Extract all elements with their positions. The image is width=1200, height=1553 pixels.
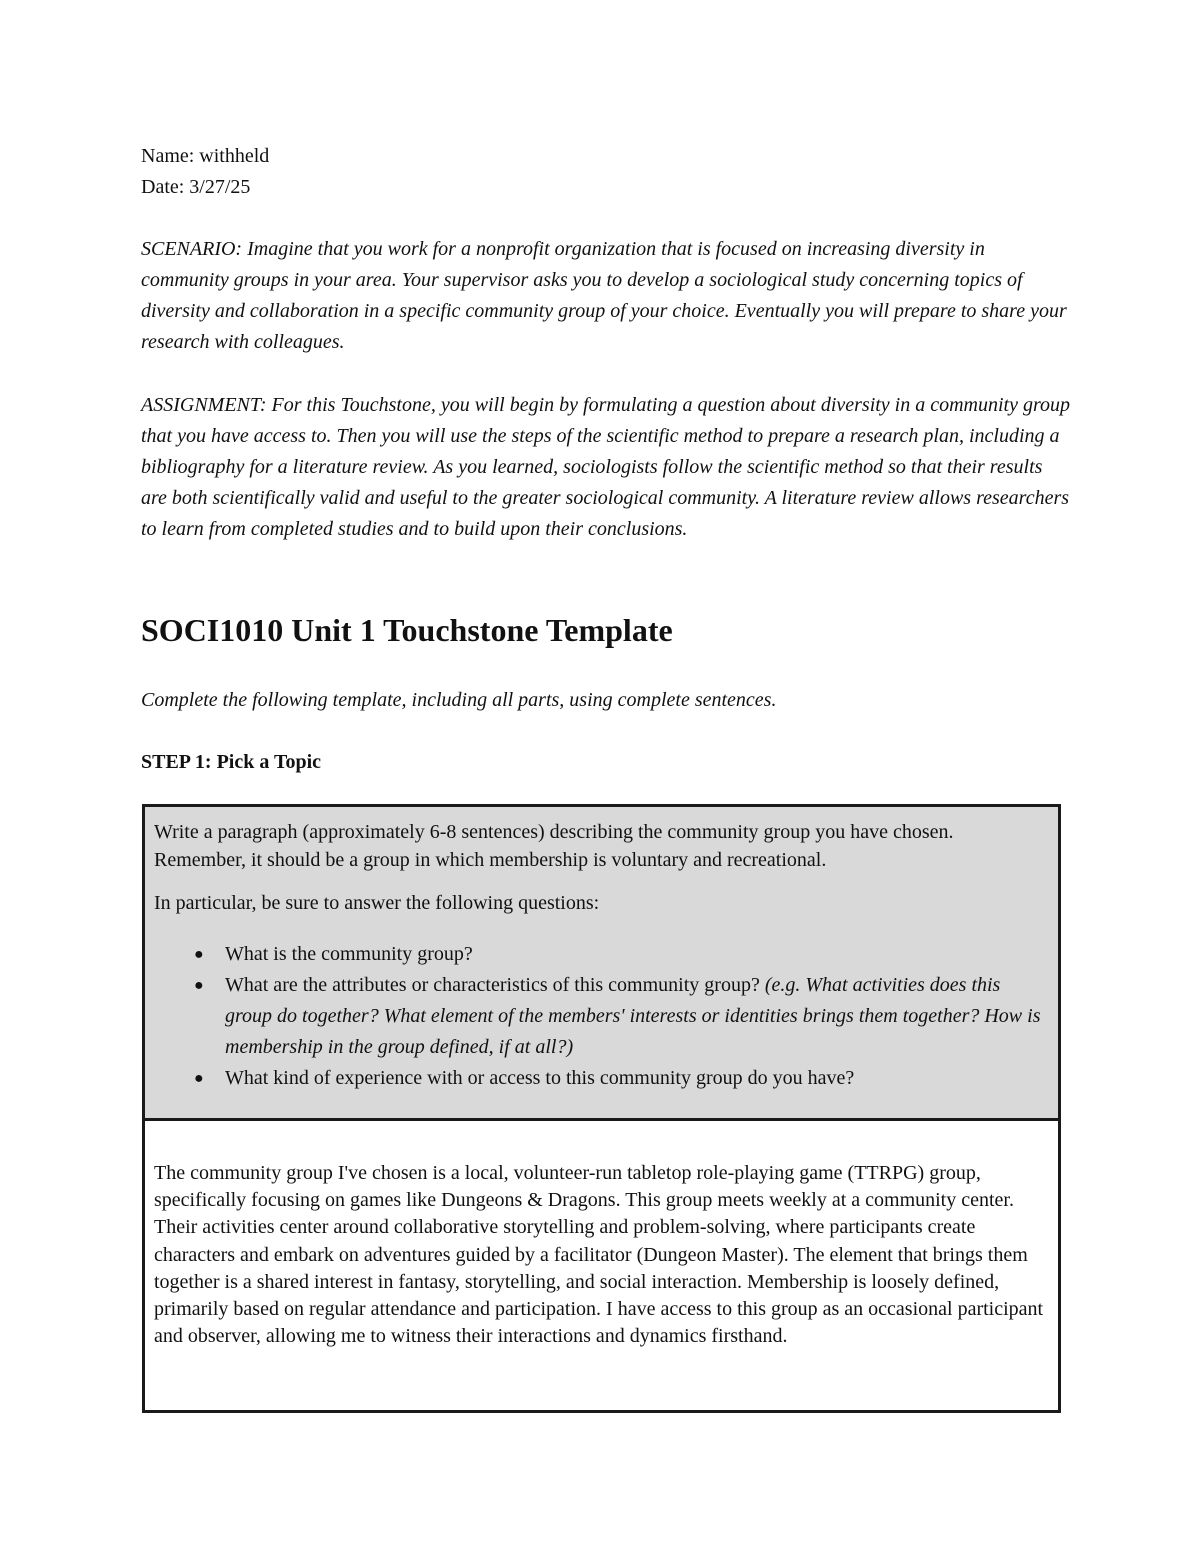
step1-prompt-content	[154, 818, 1044, 1094]
step1-answer-box[interactable]	[142, 1118, 1061, 1413]
list-item	[154, 1063, 1044, 1094]
assignment-text: ASSIGNMENT: For this Touchstone, you will begin by formulating a question about diversity in a community group that you have access to. Then you will use the steps of the scientific method to prepare a research plan, including a bibliography for a literature review. As you learned, sociologists follow the scientific method so that their results are both scientifically valid and useful to the greater sociological community. A literature review allows researchers to learn from completed studies and to build upon their conclusions.	[141, 394, 1071, 540]
page-title: SOCI1010 Unit 1 Touchstone Template	[141, 612, 673, 648]
question-text: What kind of experience with or access to this community group do you have?	[225, 1067, 855, 1089]
prompt-lead: In particular, be sure to answer the following questions:	[154, 892, 600, 914]
step1-heading: STEP 1: Pick a Topic	[141, 751, 322, 773]
question-list	[154, 939, 1044, 1094]
bullet-icon: ●	[194, 1070, 204, 1087]
list-item	[154, 939, 1044, 970]
name-line: Name: withheld	[141, 145, 270, 167]
list-item	[154, 970, 1044, 1063]
assignment-section	[141, 390, 1071, 545]
bullet-icon: ●	[194, 977, 204, 994]
step1-answer-text: The community group I've chosen is a local, volunteer-run tabletop role-playing game (TTRPG) group, specifically focusing on games like Dungeons & Dragons. This group meets weekly at a community center. Their activities center around collaborative storytelling and problem-solving, where participants create characters and embark on adventures guided by a facilitator (Dungeon Master). The element that brings them together is a shared interest in fantasy, storytelling, and social interaction. Membership is loosely defined, primarily based on regular attendance and participation. I have access to this group as an occasional participant and observer, allowing me to witness their interactions and dynamics firsthand.	[154, 1162, 1044, 1348]
question-text: What are the attributes or characteristics of this community group?	[225, 974, 765, 996]
step1-prompt-box	[142, 804, 1061, 1121]
date-line: Date: 3/27/25	[141, 176, 251, 198]
prompt-paragraph: Write a paragraph (approximately 6-8 sentences) describing the community group you have chosen. Remember, it should be a group in which membership is voluntary and recreational.	[154, 821, 954, 871]
bullet-icon: ●	[194, 946, 204, 963]
scenario-text: SCENARIO: Imagine that you work for a nonprofit organization that is focused on increasing diversity in community groups in your area. Your supervisor asks you to develop a sociological study concerning topics of diversity and collaboration in a specific community group of your choice. Eventually you will prepare to share your research with colleagues.	[141, 238, 1067, 353]
scenario-section	[141, 234, 1071, 358]
question-text: What is the community group?	[225, 943, 473, 965]
template-instructions: Complete the following template, including all parts, using complete sentences.	[141, 689, 777, 711]
question-note: (e.g. What activities does this group do together? What element of the members' interests or identities brings them together? How is membership in the group defined, if at all?)	[225, 974, 1041, 1058]
